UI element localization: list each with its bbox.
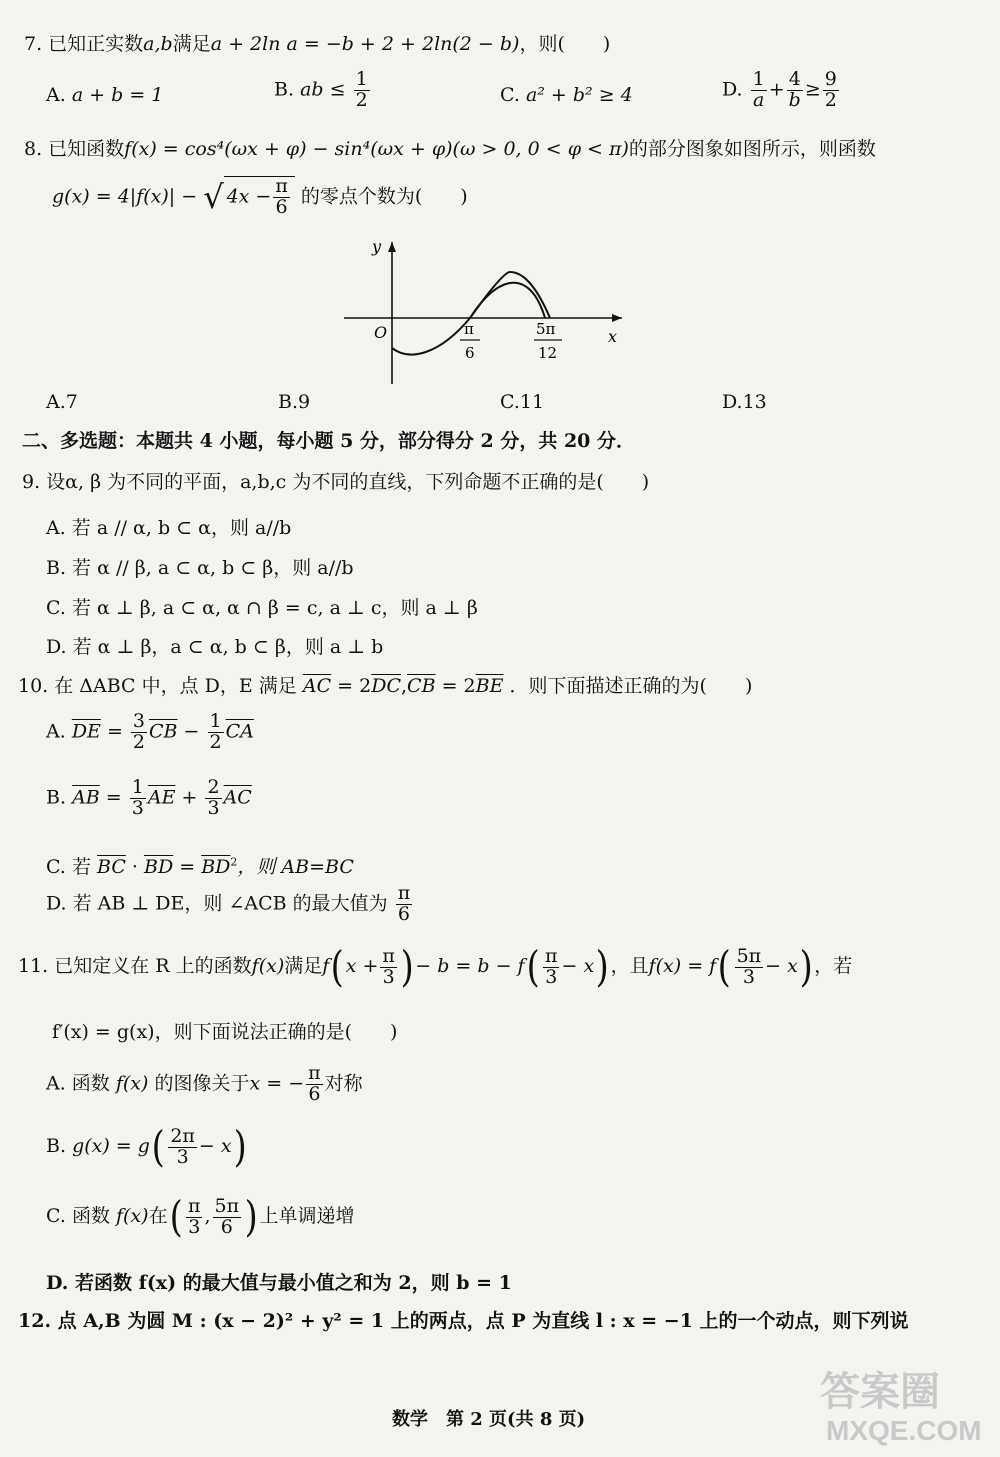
q10-comma: , [401,675,408,697]
q11-option-c [46,1192,355,1241]
q11-option-a [46,1064,363,1105]
q9-option-a: A. 若 a // α, b ⊂ α，则 a//b [46,517,292,539]
right-paren-icon: ) [595,942,609,991]
q8-sqrt-num: π [275,175,288,197]
graph-x-label: x [608,327,618,346]
q7-stem-mid: 满足 [172,33,211,55]
q10-vec-cb: $\overline{CB}$ [407,675,436,697]
watermark-logo: 答案圈 [820,1370,940,1414]
q8-function-graph [330,230,630,390]
q11-f1: f [322,955,330,977]
q11-b-den: 3 [176,1145,189,1168]
q10-c-label: C. 若 [46,856,91,878]
q10-b-v2: $\overline{AC}$ [223,786,252,809]
q7-stem-post: ，则( ) [519,33,611,55]
q10-a-label: A. [46,720,66,743]
q10-b-eq: = [99,786,128,809]
q11-arg1-num: π [382,944,395,967]
q7-b-fraction [354,70,370,111]
page-footer: 数学 第 2 页(共 8 页) [392,1409,586,1430]
q10-d-pre: D. 若 AB ⊥ DE，则 ∠ACB 的最大值为 [46,892,388,915]
q7-a-label: A. [46,84,66,106]
q11-arg3-den: 3 [742,965,755,988]
q7-d-frac2 [787,70,803,111]
q10-b-v0: $\overline{AB}$ [72,786,100,809]
q10-vec-be: $\overline{BE}$ [475,675,504,697]
q11-c-n2: 5π [214,1194,240,1217]
q10-d-num: π [397,882,411,904]
q11-arg2-num: π [544,944,558,967]
q10-b-n2: 2 [207,776,220,798]
q11-c-comma: , [204,1205,211,1227]
q7-d-d2: b [788,88,801,111]
q10-c-v3: $\overline{BD}$ [201,856,231,878]
left-paren-icon: ( [151,1122,165,1171]
q8-option-b: B.9 [278,391,311,413]
graph-tick1-num: π [464,320,474,338]
q10-a-n1: 3 [132,710,146,732]
x-axis-arrow-icon [612,314,622,322]
q8-line1-expr: f(x) = cos⁴(ωx + φ) − sin⁴(ωx + φ)(ω > 0, 0 < φ < π) [124,138,629,160]
right-paren-icon: ) [799,942,813,991]
q11-c-post: 上单调递增 [259,1205,355,1227]
q11-a-pre: A. 函数 [46,1072,110,1095]
sqrt-sign-icon: √ [203,178,224,217]
q9-option-c: C. 若 α ⊥ β, a ⊂ α, α ∩ β = c, a ⊥ c，则 a ⊥ β [46,597,478,619]
q7-d-d1: a [753,88,765,111]
q10-a-frac2 [208,712,224,753]
q10-d-den: 6 [397,902,410,925]
q8-sqrt-frac [273,177,290,218]
q10-a-d1: 2 [132,730,146,753]
q10-b-d1: 3 [131,796,144,819]
q11-a-post: 对称 [324,1072,363,1095]
q9-stem: 9. 设α, β 为不同的平面，a,b,c 为不同的直线，下列命题不正确的是( ) [22,471,650,493]
y-axis-arrow-icon [388,242,396,252]
q10-c-v2: $\overline{BD}$ [143,856,174,878]
q11-c-frac1 [186,1194,203,1238]
q10-option-d [46,884,414,925]
q7-d-d3: 2 [824,88,837,111]
q10-option-a [46,712,254,753]
q8-line1-pre: 8. 已知函数 [24,138,125,160]
q11-c-pre: C. 函数 [46,1205,110,1227]
q10-option-b [46,778,252,819]
q10-c-post: ，则 AB=BC [237,856,354,878]
right-paren-icon: ) [233,1122,247,1171]
q8-sqrt-pre: 4x − [226,185,272,208]
q11-a-num: π [308,1062,321,1084]
q10-d-frac [396,884,413,925]
q8-line2-expr: g(x) = 4|f(x)| − [52,185,198,208]
q10-b-v1: $\overline{AE}$ [147,786,176,809]
q7-option-a [46,84,163,106]
q7-d-frac3 [823,70,839,111]
q10-b-label: B. [46,786,67,809]
q10-b-plus: + [175,786,204,809]
q10-c-sq: 2 [230,855,238,869]
q11-mid-expr: − b = b − f [415,955,525,977]
q10-vec-ac: $\overline{AC}$ [302,675,332,697]
q10-eq1: = 2 [331,675,372,697]
q11-stem-line1 [18,942,853,991]
q11-option-b [46,1122,248,1171]
q7-equation: a + 2ln a = −b + 2 + 2ln(2 − b) [210,33,520,55]
q11-fx-eq: f(x) = f [648,955,717,977]
q11-a-mid: 的图像关于 [154,1072,250,1095]
q7-d-n2: 4 [787,70,803,91]
q10-b-frac1 [130,778,146,819]
q11-arg2-frac [543,944,560,988]
q7-d-label: D. [722,78,743,101]
q11-arg2-den: 3 [545,965,558,988]
q11-arg1-pre: x + [345,955,379,977]
q11-stem-pre: 11. 已知定义在 R 上的函数 [18,955,252,977]
q8-option-c: C.11 [500,391,545,413]
section-heading: 二、多选题：本题共 4 小题，每小题 5 分，部分得分 2 分，共 20 分． [22,430,636,452]
q7-stem [24,34,610,56]
q10-stem [18,676,752,698]
q8-option-a: A.7 [46,391,78,413]
q7-stem-pre: 7. 已知正实数 [24,33,144,55]
q11-arg1-frac [380,944,397,988]
q10-b-frac2 [205,778,221,819]
q9-option-b: B. 若 α // β, a ⊂ α, b ⊂ β，则 a//b [46,557,354,579]
q10-vec-dc: $\overline{DC}$ [371,675,401,697]
q10-stem-post: ．则下面描述正确的为( ) [509,675,753,697]
graph-tick2-num: 5π [536,320,556,338]
q10-a-n2: 1 [209,710,222,732]
q11-option-d: D. 若函数 f(x) 的最大值与最小值之和为 2，则 b = 1 [46,1272,512,1294]
q11-a-fx: f(x) [115,1072,149,1095]
q11-c-frac2 [213,1194,242,1238]
q7-b-label: B. [274,78,295,101]
q8-stem-line2 [52,176,468,218]
q10-a-d2: 2 [209,730,222,753]
q7-option-d [722,70,841,111]
q11-stem-end: ，若 [814,955,853,977]
q7-d-ge: ≥ [804,78,821,101]
q8-option-d: D.13 [722,391,767,413]
q11-arg3-post: − x [765,955,798,977]
left-paren-icon: ( [330,942,345,991]
q11-b-frac [168,1124,197,1168]
q11-b-num: 2π [170,1124,195,1147]
q11-c-d1: 3 [188,1215,201,1238]
left-paren-icon: ( [169,1192,183,1241]
q9-option-d: D. 若 α ⊥ β，a ⊂ α, b ⊂ β，则 a ⊥ b [46,636,384,658]
q10-a-eq: = [100,720,129,743]
q7-vars: a,b [143,33,173,55]
q8-sqrt-den: 6 [275,195,288,218]
q10-c-eq: = [173,856,202,878]
q8-line1-post: 的部分图象如图所示，则函数 [628,138,876,160]
q10-option-c [46,852,354,879]
left-paren-icon: ( [526,942,540,991]
q10-c-dot: · [125,856,144,878]
q7-c-label: C. [500,84,520,106]
q11-stem-mid: 满足 [284,955,323,977]
q7-b-den: 2 [355,88,368,111]
q11-stem-line2: f′(x) = g(x)，则下面说法正确的是( ) [52,1021,398,1043]
q10-b-d2: 3 [207,796,220,819]
q11-c-n1: π [187,1194,201,1217]
q7-d-n1: 1 [752,68,765,90]
sine-curve-top [470,272,550,318]
graph-origin-label: O [374,323,388,342]
q10-b-n1: 1 [131,776,144,798]
graph-tick1-den: 6 [465,344,475,362]
q10-a-v2: $\overline{CA}$ [225,720,254,743]
graph-y-label: y [372,237,382,256]
q7-d-plus: + [768,78,785,101]
q10-stem-pre: 10. 在 ΔABC 中，点 D，E 满足 [18,675,297,697]
q7-c-expr: a² + b² ≥ 4 [525,84,633,106]
q7-option-b [274,70,372,111]
q11-arg1-den: 3 [382,965,395,988]
q11-arg2-post: − x [561,955,595,977]
q10-eq2: = 2 [435,675,476,697]
q7-d-frac1 [751,70,767,111]
q12-stem: 12. 点 A,B 为圆 M : (x − 2)² + y² = 1 上的两点，点 P 为直线 l : x = −1 上的一个动点，则下列说 [18,1310,909,1332]
q11-arg3-num: 5π [736,944,762,967]
q11-c-in: 在 [148,1205,168,1227]
q8-stem-line1 [24,139,876,161]
q7-d-n3: 9 [824,68,837,90]
q8-line2-post: 的零点个数为( ) [300,185,468,208]
q11-a-den: 6 [308,1082,321,1105]
right-paren-icon: ) [400,942,414,991]
q7-b-expr: ab ≤ [300,78,346,101]
q11-a-frac [306,1064,323,1105]
q11-arg3-frac [735,944,764,988]
q11-stem-mid2: ，且 [610,955,649,977]
right-paren-icon: ) [244,1192,258,1241]
q11-a-xeq: x = − [249,1072,305,1095]
q7-a-expr: a + b = 1 [71,84,164,106]
q11-b-expr: g(x) = g [72,1135,150,1157]
q10-c-v1: $\overline{BC}$ [97,856,126,878]
q8-sqrt-body [224,176,295,218]
q11-c-d2: 6 [220,1215,233,1238]
graph-tick2-den: 12 [538,344,558,362]
q10-a-frac1 [131,712,147,753]
q11-b-pre: B. [46,1135,67,1157]
q11-b-post: − x [198,1135,232,1157]
q10-a-v1: $\overline{CB}$ [149,720,178,743]
watermark-url: MXQE.COM [826,1415,982,1446]
q10-a-minus: − [177,720,206,743]
q11-fx: f(x) [251,955,285,977]
q11-c-fx: f(x) [116,1205,149,1227]
q7-option-c [500,84,633,106]
q10-a-v0: $\overline{DE}$ [71,720,101,743]
left-paren-icon: ( [717,942,731,991]
q7-b-num: 1 [355,68,368,90]
